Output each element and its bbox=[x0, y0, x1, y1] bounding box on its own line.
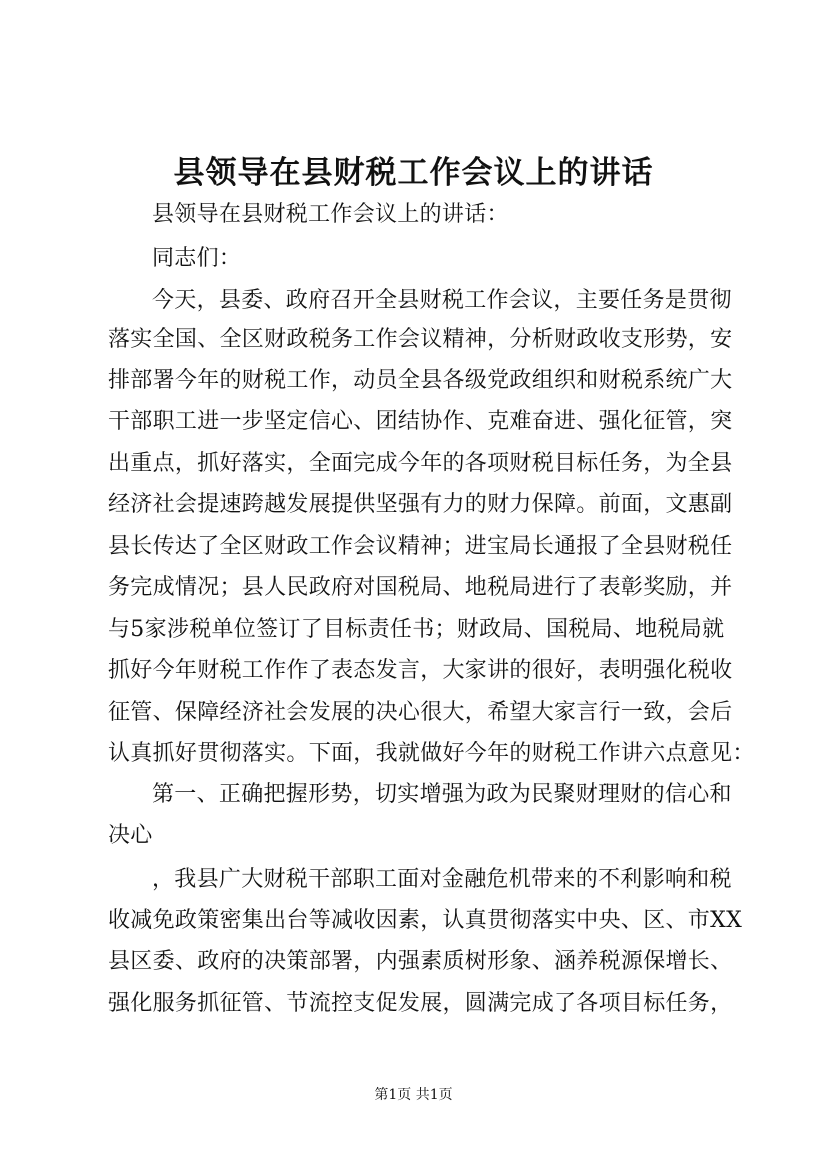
paragraph-line: 征管、保障经济社会发展的决心很大，希望大家言行一致，会后 bbox=[108, 700, 733, 725]
paragraph-line: 县区委、政府的决策部署，内强素质树形象、涵养税源保增长、 bbox=[108, 949, 733, 974]
paragraph-line: 今天，县委、政府召开全县财税工作会议，主要任务是贯彻 bbox=[152, 288, 732, 313]
paragraph-line: 经济社会提速跨越发展提供坚强有力的财力保障。前面，文惠副 bbox=[108, 492, 733, 517]
document-title: 县领导在县财税工作会议上的讲话 bbox=[173, 155, 654, 191]
paragraph-line: 抓好今年财税工作作了表态发言，大家讲的很好，表明强化税收 bbox=[108, 658, 733, 683]
paragraph-line: 出重点，抓好落实，全面完成今年的各项财税目标任务，为全县 bbox=[108, 451, 733, 476]
paragraph-line: 认真抓好贯彻落实。下面，我就做好今年的财税工作讲六点意见： bbox=[108, 741, 755, 766]
paragraph-line: 决心 bbox=[108, 823, 153, 848]
paragraph-line: ，我县广大财税干部职工面对金融危机带来的不利影响和税 bbox=[152, 867, 732, 892]
paragraph-line: 收减免政策密集出台等减收因素，认真贯彻落实中央、区、市XX bbox=[108, 908, 743, 933]
paragraph-line: 第一、正确把握形势，切实增强为政为民聚财理财的信心和 bbox=[152, 782, 732, 807]
paragraph-line: 干部职工进一步坚定信心、团结协作、克难奋进、强化征管，突 bbox=[108, 409, 733, 434]
paragraph-line: 排部署今年的财税工作，动员全县各级党政组织和财税系统广大 bbox=[108, 368, 733, 393]
paragraph-line: 县长传达了全区财政工作会议精神；进宝局长通报了全县财税任 bbox=[108, 534, 733, 559]
paragraph-line: 务完成情况；县人民政府对国税局、地税局进行了表彰奖励，并 bbox=[108, 575, 733, 600]
paragraph-line: 强化服务抓征管、节流控支促发展，圆满完成了各项目标任务， bbox=[108, 991, 733, 1016]
paragraph-line: 同志们： bbox=[152, 246, 242, 271]
paragraph-line: 与5家涉税单位签订了目标责任书；财政局、国税局、地税局就 bbox=[108, 617, 725, 642]
page-footer: 第1页 共1页 bbox=[374, 1087, 453, 1103]
paragraph-line: 县领导在县财税工作会议上的讲话： bbox=[152, 202, 509, 227]
paragraph-line: 落实全国、全区财政税务工作会议精神，分析财政收支形势，安 bbox=[108, 327, 733, 352]
